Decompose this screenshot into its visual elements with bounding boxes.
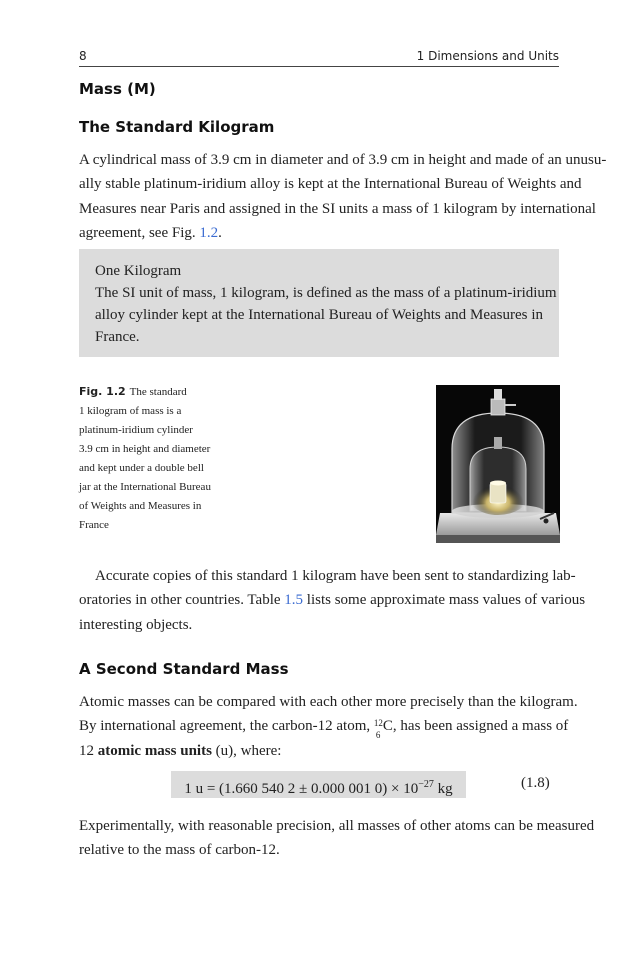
equation-lhs: 1 u = (1.660 540 2 ± 0.000 001 0) × 10 <box>184 781 419 797</box>
text-fragment: lists some approximate mass values of various <box>303 592 586 609</box>
section-heading: Mass (M) <box>79 80 156 98</box>
text-line: Experimentally, with reasonable precision, all masses of other atoms can be measured <box>79 818 595 834</box>
element-symbol: C <box>382 718 393 735</box>
isotope-notation <box>373 718 383 741</box>
kilogram-bell-jar-photo <box>436 385 560 543</box>
header-rule <box>79 66 559 67</box>
definition-title: One Kilogram <box>95 263 182 279</box>
paragraph-standard-kilogram <box>79 148 607 246</box>
table-link[interactable]: 1.5 <box>284 592 304 609</box>
text-fragment: , has been assigned a mass of <box>392 718 569 735</box>
definition-line: alloy cylinder kept at the International Bureau of Weights and Measures in <box>95 307 543 323</box>
equation-exponent: −27 <box>418 779 434 790</box>
equation-box <box>171 771 466 798</box>
definition-box <box>79 249 559 357</box>
equation-number: (1.8) <box>521 775 550 791</box>
caption-line: platinum-iridium cylinder <box>79 424 193 436</box>
text-line: Measures near Paris and assigned in the SI units a mass of 1 kilogram by international <box>79 200 596 217</box>
figure-link[interactable]: 1.2 <box>199 225 219 242</box>
page-number: 8 <box>79 49 87 63</box>
caption-line: France <box>79 519 109 531</box>
bold-term: atomic mass units <box>97 742 212 759</box>
caption-line <box>79 382 229 402</box>
text-line <box>79 714 569 741</box>
paragraph-experimental <box>79 814 595 863</box>
figure-caption <box>79 382 229 535</box>
text-line <box>79 588 586 612</box>
paragraph-copies <box>79 564 586 637</box>
text-fragment: oratories in other countries. Table <box>79 592 285 609</box>
running-header <box>79 49 559 67</box>
text-line: ally stable platinum-iridium alloy is kept at the International Bureau of Weights and <box>79 176 582 193</box>
text-fragment: agreement, see Fig. <box>79 225 200 242</box>
text-line: A cylindrical mass of 3.9 cm in diameter and of 3.9 cm in height and made of an unusu- <box>79 152 607 168</box>
text-fragment: By international agreement, the carbon-12 atom, <box>79 718 374 735</box>
text-fragment: . <box>218 225 222 242</box>
caption-line: jar at the International Bureau <box>79 481 211 493</box>
text-line: Accurate copies of this standard 1 kilogram have been sent to standardizing lab- <box>95 568 576 584</box>
equation-unit: kg <box>433 781 453 797</box>
caption-line: and kept under a double bell <box>79 462 204 474</box>
text-line: Atomic masses can be compared with each other more precisely than the kilogram. <box>79 694 578 710</box>
caption-line: of Weights and Measures in <box>79 500 202 512</box>
text-line: interesting objects. <box>79 616 193 633</box>
text-line: relative to the mass of carbon-12. <box>79 842 280 859</box>
atomic-number: 6 <box>375 730 381 741</box>
subsection-heading-standard-kilogram: The Standard Kilogram <box>79 118 275 136</box>
paragraph-atomic-mass <box>79 690 578 763</box>
caption-line: 1 kilogram of mass is a <box>79 405 182 417</box>
text-line <box>79 739 559 763</box>
definition-line: France. <box>95 329 140 345</box>
text-line <box>79 221 559 245</box>
mass-number: 12 <box>373 718 383 729</box>
text-fragment: (u), where: <box>211 742 282 759</box>
figure-label: Fig. 1.2 <box>79 385 126 398</box>
text-fragment: 12 <box>79 742 98 759</box>
chapter-title: 1 Dimensions and Units <box>416 49 559 63</box>
subsection-heading-second-standard: A Second Standard Mass <box>79 660 289 678</box>
caption-text: The standard <box>129 386 187 398</box>
caption-line: 3.9 cm in height and diameter <box>79 443 211 455</box>
definition-line: The SI unit of mass, 1 kilogram, is defined as the mass of a platinum-iridium <box>95 285 557 301</box>
